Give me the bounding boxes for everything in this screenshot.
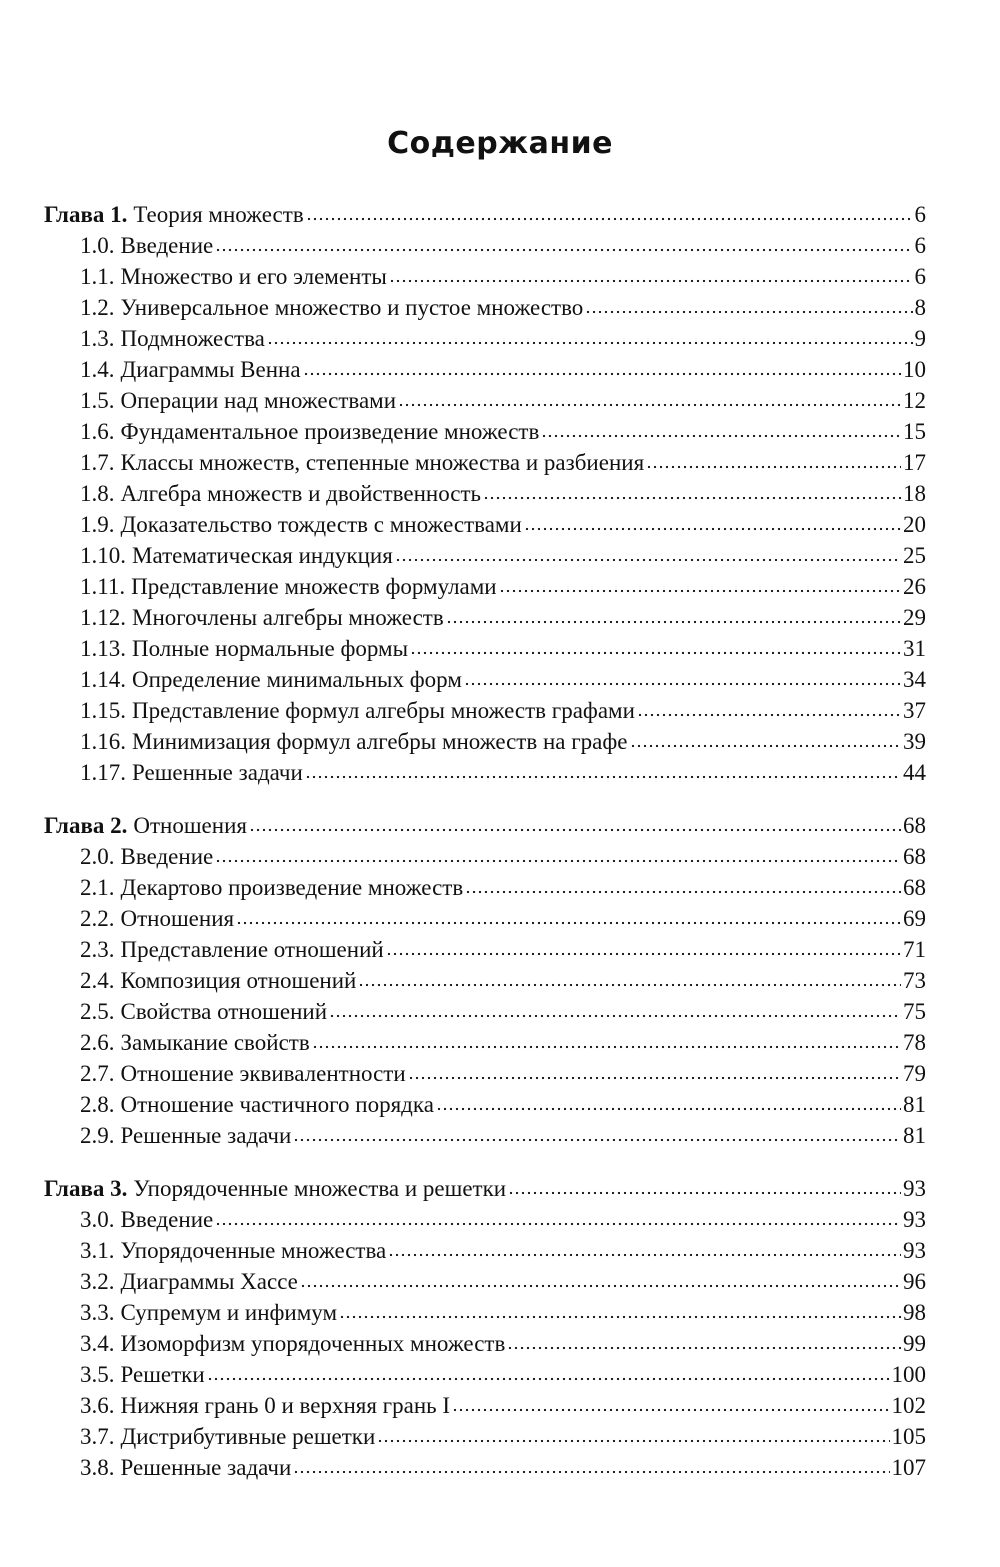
section-number: 1.2. bbox=[80, 295, 115, 320]
toc-section-entry[interactable] bbox=[0, 1235, 1000, 1266]
section-number: 1.3. bbox=[80, 326, 115, 351]
section-heading bbox=[80, 934, 384, 965]
toc-section-entry[interactable] bbox=[0, 726, 1000, 757]
chapter-name: Отношения bbox=[133, 813, 247, 838]
section-heading bbox=[80, 1421, 375, 1452]
dot-leader bbox=[398, 401, 901, 409]
section-name: Многочлены алгебры множеств bbox=[132, 605, 444, 630]
page-number: 107 bbox=[891, 1455, 926, 1480]
table-of-contents bbox=[0, 199, 1000, 1505]
chapter-label: Глава 2. bbox=[44, 813, 128, 838]
section-name: Отношение эквивалентности bbox=[120, 1061, 406, 1086]
section-heading bbox=[80, 261, 387, 292]
toc-section-entry[interactable] bbox=[0, 1328, 1000, 1359]
section-heading bbox=[80, 841, 213, 872]
page-number: 75 bbox=[903, 999, 926, 1024]
section-heading bbox=[80, 385, 396, 416]
section-heading bbox=[80, 695, 635, 726]
section-number: 2.5. bbox=[80, 999, 115, 1024]
dot-leader bbox=[507, 1344, 901, 1352]
section-heading bbox=[80, 416, 539, 447]
section-heading bbox=[80, 1027, 310, 1058]
dot-leader bbox=[388, 1251, 901, 1259]
page-number: 37 bbox=[903, 698, 926, 723]
section-name: Дистрибутивные решетки bbox=[120, 1424, 376, 1449]
section-name: Введение bbox=[120, 1207, 214, 1232]
chapter-block bbox=[0, 1173, 1000, 1483]
section-number: 3.2. bbox=[80, 1269, 115, 1294]
section-heading bbox=[80, 230, 213, 261]
dot-leader bbox=[215, 1220, 901, 1228]
toc-section-entry[interactable] bbox=[0, 540, 1000, 571]
section-number: 1.6. bbox=[80, 419, 115, 444]
toc-section-entry[interactable] bbox=[0, 1089, 1000, 1120]
section-heading bbox=[80, 996, 327, 1027]
page-number: 20 bbox=[903, 512, 926, 537]
section-number: 2.9. bbox=[80, 1123, 115, 1148]
section-name: Операции над множествами bbox=[120, 388, 397, 413]
section-number: 1.7. bbox=[80, 450, 115, 475]
section-name: Классы множеств, степенные множества и разбиения bbox=[120, 450, 645, 475]
section-heading bbox=[80, 1452, 291, 1483]
dot-leader bbox=[446, 618, 901, 626]
dot-leader bbox=[312, 1043, 901, 1051]
section-name: Алгебра множеств и двойственность bbox=[120, 481, 482, 506]
section-name: Свойства отношений bbox=[120, 999, 328, 1024]
chapter-name: Упорядоченные множества и решетки bbox=[133, 1176, 507, 1201]
chapter-block bbox=[0, 810, 1000, 1151]
section-number: 3.8. bbox=[80, 1455, 115, 1480]
chapter-name: Теория множеств bbox=[133, 202, 304, 227]
toc-section-entry[interactable] bbox=[0, 695, 1000, 726]
section-number: 1.4. bbox=[80, 357, 115, 382]
toc-section-entry[interactable] bbox=[0, 1421, 1000, 1452]
toc-section-entry[interactable] bbox=[0, 447, 1000, 478]
section-name: Изоморфизм упорядоченных множеств bbox=[120, 1331, 506, 1356]
section-name: Решенные задачи bbox=[132, 760, 303, 785]
section-number: 1.5. bbox=[80, 388, 115, 413]
section-name: Решетки bbox=[120, 1362, 205, 1387]
page-number: 100 bbox=[891, 1362, 926, 1387]
page-number: 8 bbox=[914, 295, 926, 320]
dot-leader bbox=[483, 494, 901, 502]
page-number: 12 bbox=[903, 388, 926, 413]
toc-chapter-entry[interactable] bbox=[0, 1173, 1000, 1204]
toc-section-entry[interactable] bbox=[0, 965, 1000, 996]
chapter-label: Глава 1. bbox=[44, 202, 128, 227]
dot-leader bbox=[646, 463, 901, 471]
section-number: 3.3. bbox=[80, 1300, 115, 1325]
section-heading bbox=[80, 757, 303, 788]
section-number: 3.0. bbox=[80, 1207, 115, 1232]
section-number: 1.0. bbox=[80, 233, 115, 258]
section-name: Математическая индукция bbox=[132, 543, 393, 568]
dot-leader bbox=[215, 246, 912, 254]
toc-section-entry[interactable] bbox=[0, 602, 1000, 633]
section-name: Замыкание свойств bbox=[120, 1030, 310, 1055]
toc-chapter-entry[interactable] bbox=[0, 199, 1000, 230]
dot-leader bbox=[207, 1375, 890, 1383]
page-number: 73 bbox=[903, 968, 926, 993]
section-name: Множество и его элементы bbox=[120, 264, 387, 289]
dot-leader bbox=[215, 857, 901, 865]
section-heading bbox=[80, 1390, 450, 1421]
page-number: 39 bbox=[903, 729, 926, 754]
dot-leader bbox=[436, 1105, 901, 1113]
dot-leader bbox=[339, 1313, 901, 1321]
dot-leader bbox=[377, 1437, 889, 1445]
section-name: Универсальное множество и пустое множество bbox=[120, 295, 584, 320]
toc-section-entry[interactable] bbox=[0, 1204, 1000, 1235]
section-heading bbox=[80, 602, 444, 633]
section-heading bbox=[80, 965, 356, 996]
page-number: 69 bbox=[903, 906, 926, 931]
dot-leader bbox=[508, 1189, 901, 1197]
section-name: Диаграммы Венна bbox=[120, 357, 301, 382]
section-heading bbox=[80, 292, 583, 323]
section-name: Композиция отношений bbox=[120, 968, 357, 993]
section-number: 2.6. bbox=[80, 1030, 115, 1055]
page-number: 105 bbox=[891, 1424, 926, 1449]
section-name: Решенные задачи bbox=[120, 1123, 292, 1148]
dot-leader bbox=[358, 981, 901, 989]
page-number: 6 bbox=[914, 264, 926, 289]
section-heading bbox=[80, 478, 481, 509]
section-name: Отношения bbox=[120, 906, 235, 931]
chapter-heading bbox=[44, 199, 304, 230]
toc-section-entry[interactable] bbox=[0, 872, 1000, 903]
section-name: Полные нормальные формы bbox=[132, 636, 409, 661]
page-number: 25 bbox=[903, 543, 926, 568]
section-name: Минимизация формул алгебры множеств на графе bbox=[132, 729, 628, 754]
section-heading bbox=[80, 903, 234, 934]
section-name: Отношение частичного порядка bbox=[120, 1092, 434, 1117]
dot-leader bbox=[452, 1406, 889, 1414]
dot-leader bbox=[306, 215, 913, 223]
section-heading bbox=[80, 726, 628, 757]
toc-section-entry[interactable] bbox=[0, 354, 1000, 385]
dot-leader bbox=[524, 525, 901, 533]
section-heading bbox=[80, 872, 463, 903]
dot-leader bbox=[637, 711, 901, 719]
dot-leader bbox=[464, 680, 901, 688]
section-number: 3.1. bbox=[80, 1238, 115, 1263]
toc-section-entry[interactable] bbox=[0, 1027, 1000, 1058]
chapter-heading bbox=[44, 810, 247, 841]
section-number: 3.4. bbox=[80, 1331, 115, 1356]
toc-section-entry[interactable] bbox=[0, 385, 1000, 416]
page-number: 102 bbox=[891, 1393, 926, 1418]
dot-leader bbox=[329, 1012, 901, 1020]
dot-leader bbox=[386, 950, 901, 958]
page-number: 68 bbox=[903, 875, 926, 900]
dot-leader bbox=[410, 649, 901, 657]
page-number: 79 bbox=[903, 1061, 926, 1086]
dot-leader bbox=[300, 1282, 901, 1290]
page-number: 93 bbox=[903, 1207, 926, 1232]
section-number: 1.11. bbox=[80, 574, 126, 599]
section-number: 2.2. bbox=[80, 906, 115, 931]
toc-section-entry[interactable] bbox=[0, 323, 1000, 354]
dot-leader bbox=[267, 339, 913, 347]
section-name: Введение bbox=[120, 844, 214, 869]
section-number: 3.6. bbox=[80, 1393, 115, 1418]
section-number: 1.12. bbox=[80, 605, 126, 630]
section-number: 2.3. bbox=[80, 937, 115, 962]
page-number: 96 bbox=[903, 1269, 926, 1294]
toc-section-entry[interactable] bbox=[0, 633, 1000, 664]
section-heading bbox=[80, 1328, 505, 1359]
toc-section-entry[interactable] bbox=[0, 571, 1000, 602]
section-number: 2.1. bbox=[80, 875, 115, 900]
page-number: 78 bbox=[903, 1030, 926, 1055]
chapter-heading bbox=[44, 1173, 506, 1204]
section-number: 1.14. bbox=[80, 667, 126, 692]
page-number: 15 bbox=[903, 419, 926, 444]
section-number: 2.0. bbox=[80, 844, 115, 869]
toc-section-entry[interactable] bbox=[0, 292, 1000, 323]
toc-section-entry[interactable] bbox=[0, 841, 1000, 872]
section-name: Определение минимальных форм bbox=[132, 667, 462, 692]
section-heading bbox=[80, 1235, 386, 1266]
section-number: 2.7. bbox=[80, 1061, 115, 1086]
toc-section-entry[interactable] bbox=[0, 664, 1000, 695]
section-name: Фундаментальное произведение множеств bbox=[120, 419, 540, 444]
toc-section-entry[interactable] bbox=[0, 509, 1000, 540]
toc-chapter-entry[interactable] bbox=[0, 810, 1000, 841]
dot-leader bbox=[249, 826, 901, 834]
section-heading bbox=[80, 1058, 406, 1089]
dot-leader bbox=[236, 919, 901, 927]
section-heading bbox=[80, 571, 497, 602]
page-number: 17 bbox=[903, 450, 926, 475]
dot-leader bbox=[585, 308, 912, 316]
section-name: Введение bbox=[120, 233, 214, 258]
section-name: Решенные задачи bbox=[120, 1455, 292, 1480]
section-heading bbox=[80, 1089, 434, 1120]
page-number: 31 bbox=[903, 636, 926, 661]
page-number: 68 bbox=[903, 844, 926, 869]
page-number: 29 bbox=[903, 605, 926, 630]
toc-section-entry[interactable] bbox=[0, 1297, 1000, 1328]
section-name: Нижняя грань 0 и верхняя грань I bbox=[120, 1393, 451, 1418]
section-number: 1.16. bbox=[80, 729, 126, 754]
page-number: 34 bbox=[903, 667, 926, 692]
page-number: 81 bbox=[903, 1092, 926, 1117]
section-name: Супремум и инфимум bbox=[120, 1300, 338, 1325]
toc-section-entry[interactable] bbox=[0, 416, 1000, 447]
dot-leader bbox=[541, 432, 901, 440]
dot-leader bbox=[293, 1468, 889, 1476]
page-number: 6 bbox=[914, 202, 926, 227]
section-heading bbox=[80, 664, 462, 695]
dot-leader bbox=[499, 587, 901, 595]
page-number: 81 bbox=[903, 1123, 926, 1148]
section-number: 2.8. bbox=[80, 1092, 115, 1117]
toc-section-entry[interactable] bbox=[0, 1120, 1000, 1151]
section-heading bbox=[80, 354, 301, 385]
section-name: Представление отношений bbox=[120, 937, 384, 962]
toc-section-entry[interactable] bbox=[0, 934, 1000, 965]
section-heading bbox=[80, 1120, 291, 1151]
dot-leader bbox=[630, 742, 902, 750]
dot-leader bbox=[395, 556, 901, 564]
page-title: Содержание bbox=[387, 126, 613, 161]
section-name: Представление формул алгебры множеств графами bbox=[132, 698, 635, 723]
toc-section-entry[interactable] bbox=[0, 1058, 1000, 1089]
toc-section-entry[interactable] bbox=[0, 1390, 1000, 1421]
page-number: 68 bbox=[903, 813, 926, 838]
section-number: 1.10. bbox=[80, 543, 126, 568]
section-name: Диаграммы Хассе bbox=[120, 1269, 298, 1294]
page-number: 18 bbox=[903, 481, 926, 506]
chapter-label: Глава 3. bbox=[44, 1176, 128, 1201]
section-heading bbox=[80, 447, 644, 478]
page-number: 71 bbox=[903, 937, 926, 962]
section-number: 1.15. bbox=[80, 698, 126, 723]
dot-leader bbox=[465, 888, 901, 896]
section-number: 1.9. bbox=[80, 512, 115, 537]
page-number: 44 bbox=[903, 760, 926, 785]
section-heading bbox=[80, 633, 408, 664]
section-name: Упорядоченные множества bbox=[120, 1238, 387, 1263]
section-heading bbox=[80, 509, 522, 540]
section-heading bbox=[80, 1204, 213, 1235]
toc-section-entry[interactable] bbox=[0, 903, 1000, 934]
page-number: 26 bbox=[903, 574, 926, 599]
dot-leader bbox=[389, 277, 913, 285]
section-name: Декартово произведение множеств bbox=[120, 875, 464, 900]
dot-leader bbox=[408, 1074, 901, 1082]
section-number: 1.13. bbox=[80, 636, 126, 661]
toc-section-entry[interactable] bbox=[0, 1359, 1000, 1390]
section-name: Доказательство тождеств с множествами bbox=[120, 512, 522, 537]
chapter-block bbox=[0, 199, 1000, 788]
section-number: 1.8. bbox=[80, 481, 115, 506]
toc-section-entry[interactable] bbox=[0, 996, 1000, 1027]
section-heading bbox=[80, 540, 393, 571]
page-number: 93 bbox=[903, 1238, 926, 1263]
section-heading bbox=[80, 1266, 298, 1297]
page-number: 6 bbox=[914, 233, 926, 258]
dot-leader bbox=[305, 773, 901, 781]
page-number: 10 bbox=[903, 357, 926, 382]
section-name: Представление множеств формулами bbox=[131, 574, 497, 599]
section-heading bbox=[80, 323, 265, 354]
section-number: 1.1. bbox=[80, 264, 115, 289]
page-number: 9 bbox=[914, 326, 926, 351]
toc-section-entry[interactable] bbox=[0, 757, 1000, 788]
section-number: 2.4. bbox=[80, 968, 115, 993]
section-name: Подмножества bbox=[120, 326, 265, 351]
page-number: 93 bbox=[903, 1176, 926, 1201]
section-heading bbox=[80, 1359, 205, 1390]
section-number: 3.5. bbox=[80, 1362, 115, 1387]
toc-section-entry[interactable] bbox=[0, 1266, 1000, 1297]
toc-section-entry[interactable] bbox=[0, 230, 1000, 261]
toc-section-entry[interactable] bbox=[0, 261, 1000, 292]
toc-section-entry[interactable] bbox=[0, 1452, 1000, 1483]
dot-leader bbox=[303, 370, 901, 378]
section-number: 1.17. bbox=[80, 760, 126, 785]
page-number: 98 bbox=[903, 1300, 926, 1325]
section-number: 3.7. bbox=[80, 1424, 115, 1449]
section-heading bbox=[80, 1297, 337, 1328]
page-number: 99 bbox=[903, 1331, 926, 1356]
dot-leader bbox=[293, 1136, 901, 1144]
toc-section-entry[interactable] bbox=[0, 478, 1000, 509]
